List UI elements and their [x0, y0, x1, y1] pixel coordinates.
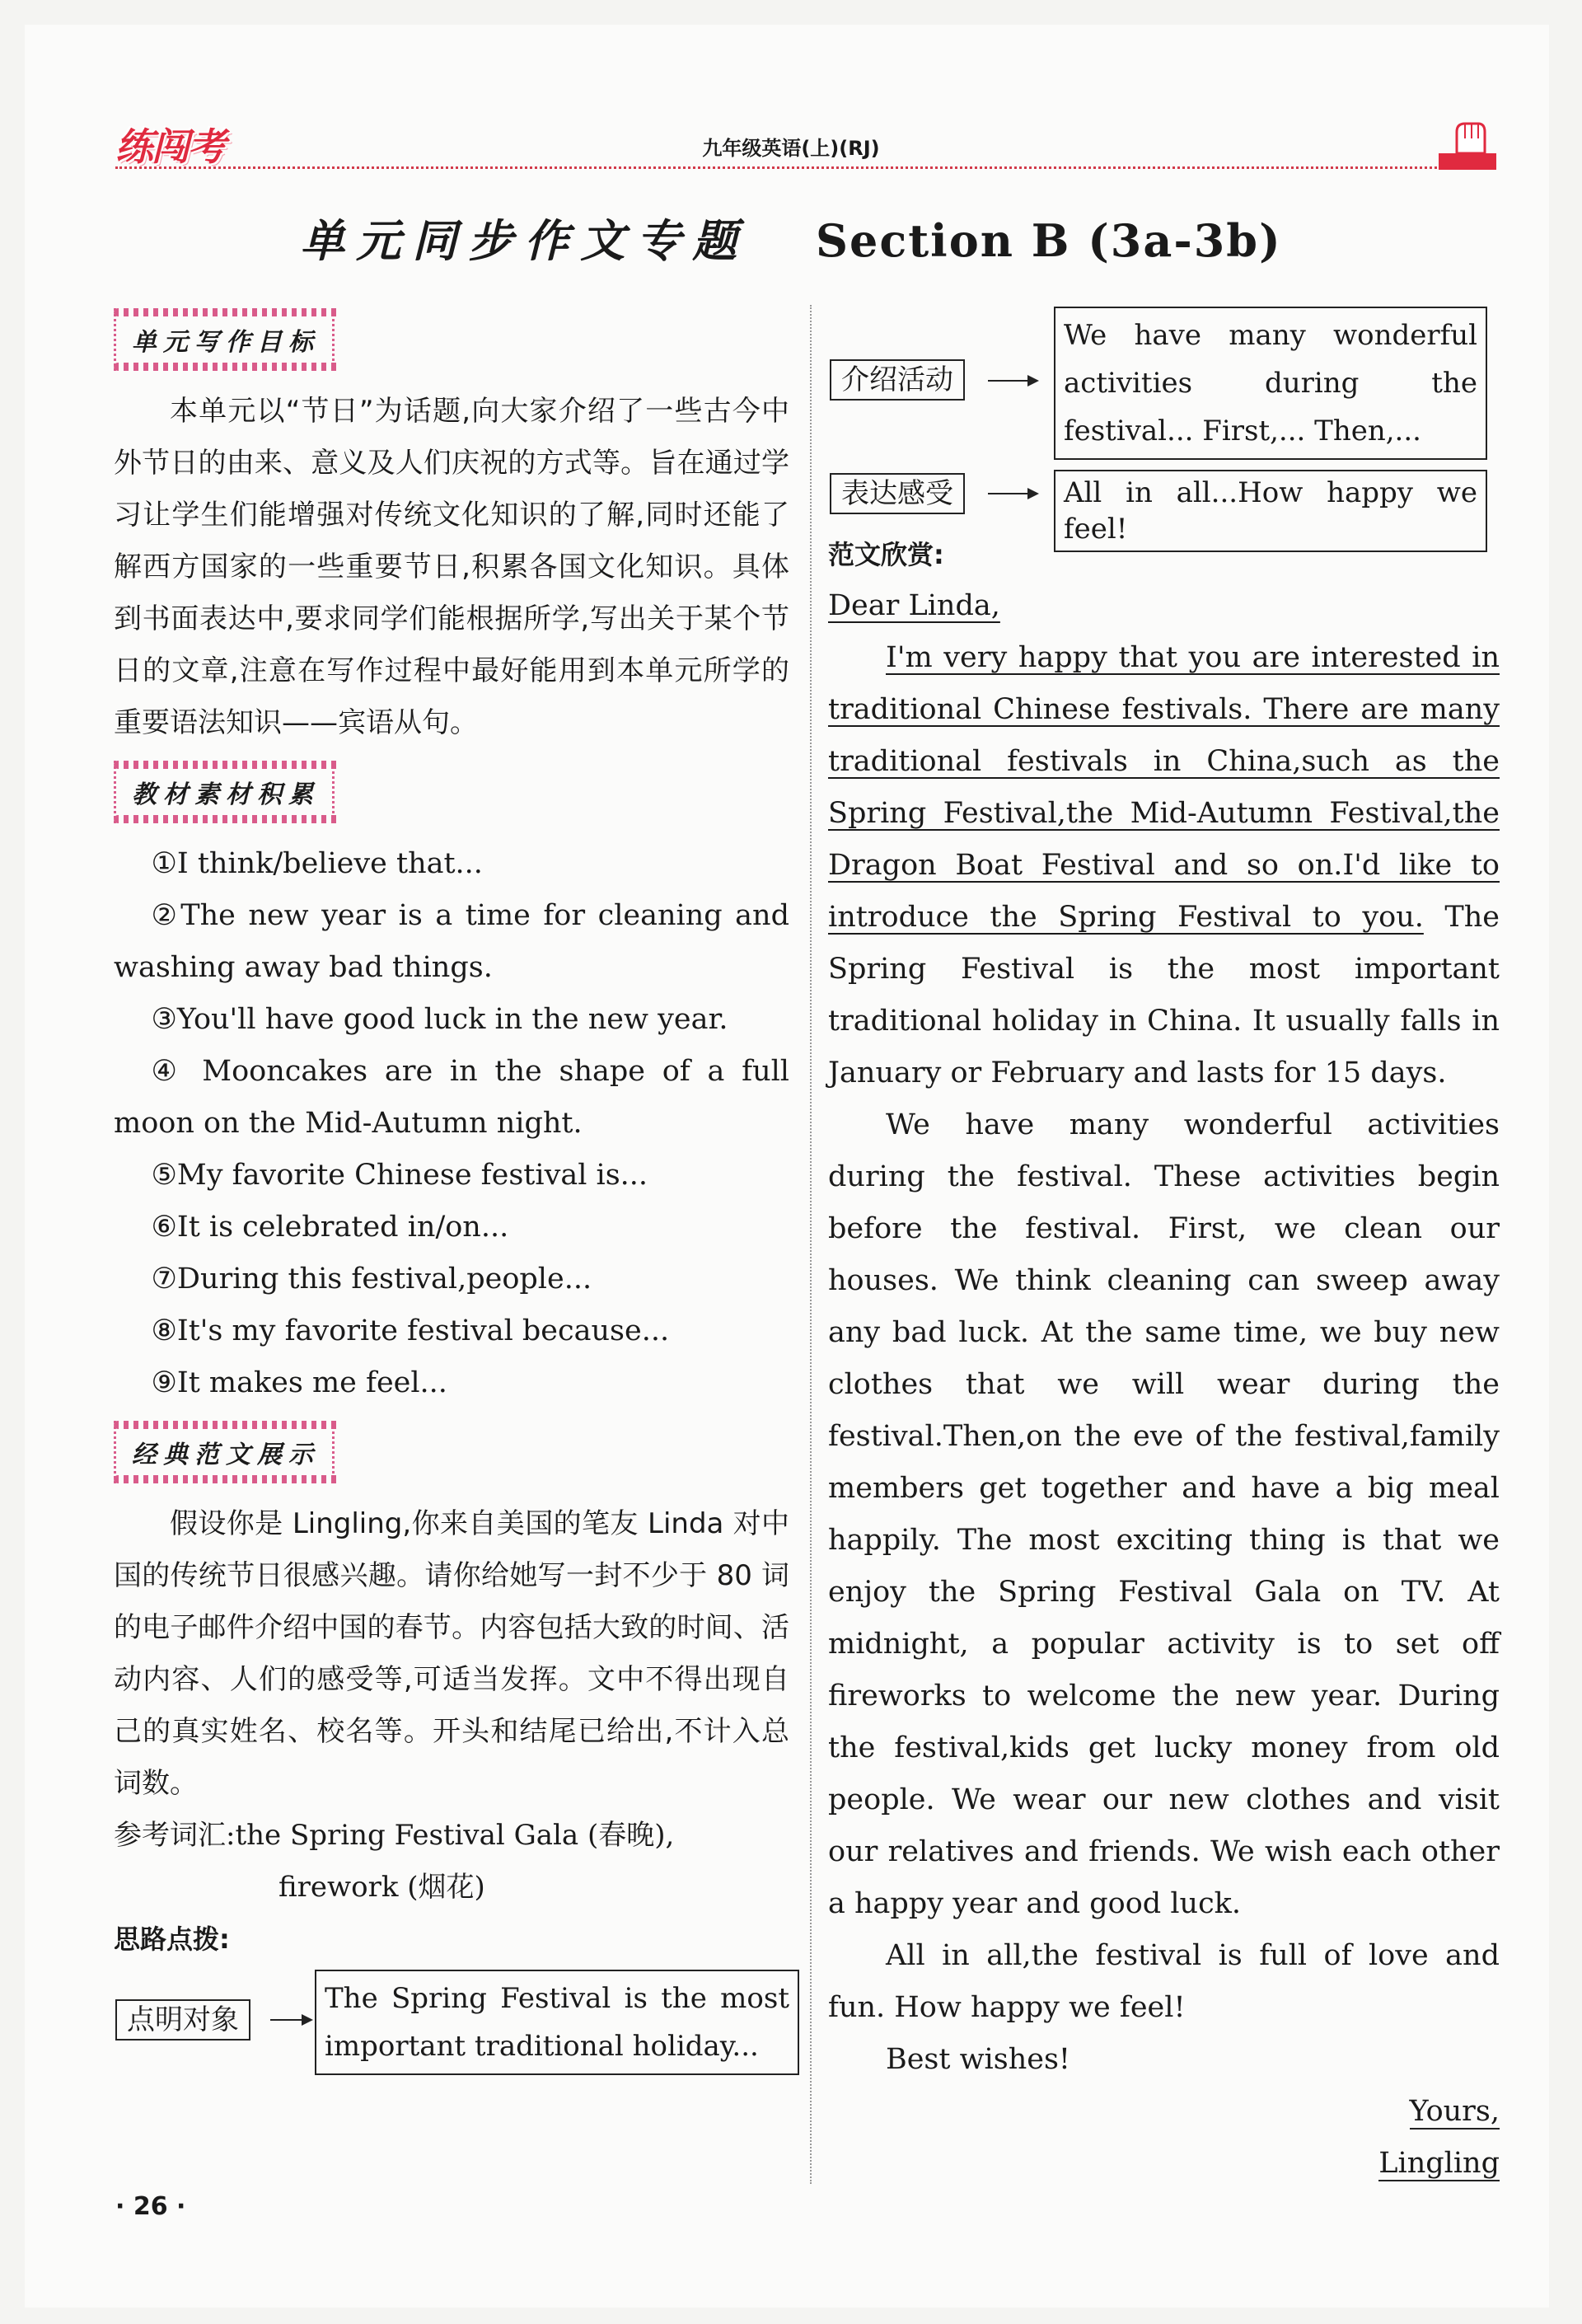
fist-icon: [1439, 117, 1496, 170]
section-tag-sample: 经典范文展示: [114, 1417, 341, 1487]
letter-paragraph-1: I'm very happy that you are interested in traditional Chinese festivals. There are many traditional festivals in China,such as the Spring Festival,the Mid-Autumn Festival,the Dragon Boat Festival and so on.I'd like to introduce the Spring Festival to you. The Spring Festival is the most important traditional holiday in China. It usually falls in January or February and lasts for 15 days.: [828, 641, 1500, 1089]
left-column: [114, 305, 789, 2077]
letter-paragraph-3: All in all,the festival is full of love and fun. How happy we feel!: [828, 1939, 1500, 2024]
section-tag-goal: 单元写作目标: [114, 305, 341, 374]
reference-vocab: 参考词汇:the Spring Festival Gala (春晚),: [114, 1819, 675, 1852]
page-title: [0, 206, 1582, 269]
column-divider: [810, 305, 812, 2184]
section-tag-material: 教材素材积累: [114, 757, 341, 827]
reference-vocab-2: firework (烟花): [278, 1871, 485, 1904]
list-item: ②The new year is a time for cleaning and washing away bad things.: [114, 899, 789, 984]
sample-letter: [828, 580, 1500, 2190]
title-en: Section B (3a-3b): [816, 214, 1282, 267]
right-column: [828, 297, 1500, 2190]
letter-signature: Lingling: [1378, 2147, 1500, 2180]
list-item: ④ Mooncakes are in the shape of a full moon on the Mid-Autumn night.: [114, 1055, 789, 1140]
flow-label: 介绍活动: [830, 359, 965, 401]
letter-paragraph-2: We have many wonderful activities during the festival. These activities begin before the festival. First, we clean our houses. We think cleaning can sweep away any bad luck. At the same time, we buy new clothes that we will wear during the festival.Then,on the eve of the festival,family members get together and have a big meal happily. The most exciting thing is that we enjoy the Spring Festival Gala on TV. At midnight, a popular activity is to set off fireworks to welcome the new year. During the festival,kids get lucky money from old people. We wear our new clothes and visit our relatives and friends. We wish each other a happy year and good luck.: [828, 1108, 1500, 1920]
header-divider: [115, 166, 1495, 169]
flow-box: The Spring Festival is the most important traditional holiday...: [315, 1970, 799, 2075]
arrow-icon: [988, 380, 1037, 382]
arrow-icon: [988, 493, 1037, 494]
list-item: ⑨It makes me feel...: [151, 1366, 447, 1399]
letter-greeting: Dear Linda,: [828, 589, 1000, 622]
flow-box: We have many wonderful activities during the festival... First,... Then,...: [1054, 307, 1487, 460]
page-number: · 26 ·: [115, 2192, 186, 2221]
list-item: ③You'll have good luck in the new year.: [151, 1003, 728, 1036]
book-title: 九年级英语(上)(RJ): [702, 137, 880, 160]
arrow-icon: [270, 2019, 311, 2021]
list-item: ⑧It's my favorite festival because...: [151, 1314, 670, 1347]
list-item: ⑥It is celebrated in/on...: [151, 1211, 509, 1244]
letter-yours: Yours,: [1409, 2095, 1500, 2128]
material-list: [114, 838, 789, 1409]
list-item: ⑦During this festival,people...: [151, 1263, 592, 1296]
task-text: 假设你是 Lingling,你来自美国的笔友 Linda 对中国的传统节日很感兴趣。请你给她写一封不少于 80 词的电子邮件介绍中国的春节。内容包括大致的时间、活动内容、人们的感受等,可适当发挥。文中不得出现自己的真实姓名、校名等。开头和结尾已给出,不计入总词数。: [114, 1507, 789, 1800]
brand-logo: 练闯考: [115, 124, 224, 169]
goal-text: 本单元以“节日”为话题,向大家介绍了一些古今中外节日的由来、意义及人们庆祝的方式等。旨在通过学习让学生们能增强对传统文化知识的了解,同时还能了解西方国家的一些重要节日,积累各国文化知识。具体到书面表达中,要求同学们能根据所学,写出关于某个节日的文章,注意在写作过程中最好能用到本单元所学的重要语法知识——宾语从句。: [114, 395, 789, 739]
appreciation-label: 范文欣赏:: [828, 539, 944, 570]
list-item: ⑤My favorite Chinese festival is...: [151, 1159, 648, 1192]
flow-feelings: [828, 463, 1500, 546]
tips-label: 思路点拨:: [114, 1923, 230, 1955]
title-cn: 单元同步作文专题: [300, 215, 749, 267]
flow-introduce: [114, 1970, 789, 2077]
flow-label: 点明对象: [115, 1999, 250, 2041]
list-item: ①I think/believe that...: [151, 847, 483, 880]
letter-closing: Best wishes!: [886, 2043, 1070, 2076]
flow-activities: [828, 302, 1500, 458]
flow-label: 表达感受: [830, 473, 965, 514]
underlined-text: I'm very happy that you are interested in traditional Chinese festivals. There are many traditional festivals in China,such as the Spring Festival,the Mid-Autumn Festival,the Dragon Boat Festival and so on.I'd like to introduce the Spring Festival to you.: [828, 641, 1500, 934]
flow-box: All in all...How happy we feel!: [1054, 470, 1487, 552]
